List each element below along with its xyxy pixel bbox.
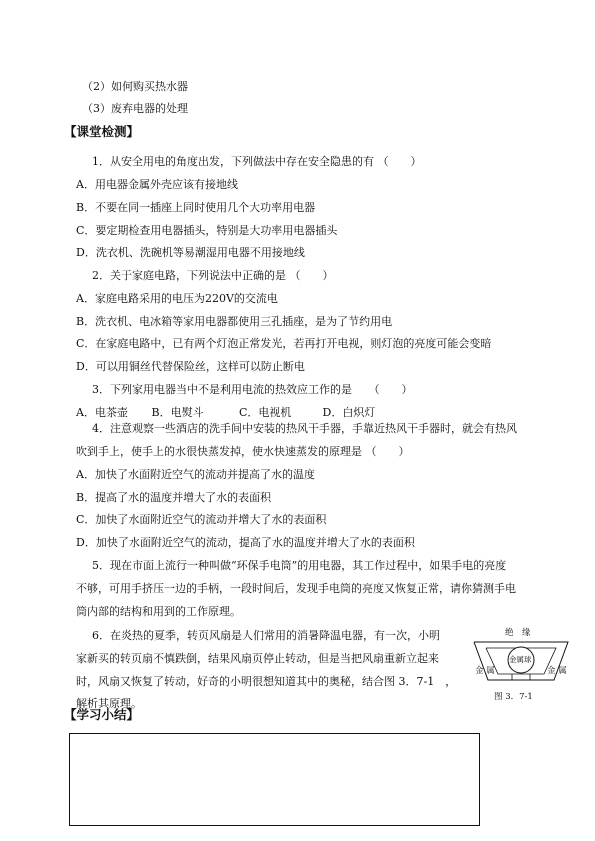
q5-line-3: 筒内部的结构和用到的工作原理。 [76,605,241,618]
q1-option-c: C．要定期检查用电器插头，特别是大功率用电器插头 [76,224,338,237]
q4-option-b: B．提高了水的温度并增大了水的表面积 [76,491,272,504]
q3-options [76,406,375,420]
intro-item-3: （3）废弃电器的处理 [82,102,188,115]
q4-option-c: C．加快了水面附近空气的流动并增大了水的表面积 [76,513,327,526]
q4-stem-line-2: 吹到手上，使手上的水很快蒸发掉，使水快速蒸发的原理是 （ ） [76,445,410,458]
figure-caption: 图 3．7-1 [494,692,533,702]
q6-line-1: 6．在炎热的夏季，转页风扇是人们常用的消暑降温电器，有一次，小明 [92,629,440,642]
q2-option-c: C．在家庭电路中，已有两个灯泡正常发光，若再打开电视，则灯泡的亮度可能会变暗 [76,337,492,350]
q5-line-1: 5．现在市面上流行一种叫做“环保手电筒”的用电器，其工作过程中，如果手电的亮度 [92,559,507,572]
q2-option-a: A．家庭电路采用的电压为220V的交流电 [76,292,278,305]
q3-stem: 3．下列家用电器当中不是利用电流的热效应工作的是 （ ） [92,383,413,396]
q2-option-b: B．洗衣机、电冰箱等家用电器都使用三孔插座，是为了节约用电 [76,315,393,328]
figure-label-metal-right: 金 属 [547,666,567,676]
summary-answer-box [69,733,480,826]
q2-stem: 2．关于家庭电路，下列说法中正确的是 （ ） [92,269,334,282]
q2-option-d: D．可以用铜丝代替保险丝，这样可以防止断电 [76,360,305,373]
figure-label-metal-ball: 金属球 [509,655,532,664]
figure-tilt-switch [472,620,576,710]
q4-option-d: D．加快了水面附近空气的流动，提高了水的温度并增大了水的表面积 [76,536,415,549]
q1-stem: 1．从安全用电的角度出发，下列做法中存在安全隐患的有 （ ） [92,155,422,168]
figure-label-insulation: 绝 缘 [505,628,531,638]
q6-line-3: 时，风扇又恢复了转动，好奇的小明很想知道其中的奥秘，结合图 3．7-1 ， [76,675,457,688]
q1-option-b: B．不要在同一插座上同时使用几个大功率用电器 [76,201,316,214]
q6-line-2: 家新买的转页扇不慎跌倒，结果风扇页停止转动，但是当把风扇重新立起来 [76,652,439,665]
q1-option-a: A．用电器金属外壳应该有接地线 [76,178,238,191]
q3-option-d: D．白炽灯 [322,406,376,419]
section-heading-summary: 【学习小结】 [64,707,140,722]
q3-option-a: A．电茶壶 [76,406,128,419]
q1-option-d: D．洗衣机、洗碗机等易潮湿用电器不用接地线 [76,246,305,259]
section-heading-check: 【课堂检测】 [64,124,140,139]
q6-line-4: 解析其原理。 [76,697,142,710]
q4-option-a: A．加快了水面附近空气的流动并提高了水的温度 [76,468,315,481]
q3-option-c: C．电视机 [239,406,292,419]
q5-line-2: 不够，可用手挤压一边的手柄，一段时间后，发现手电筒的亮度又恢复正常，请你猜测手电 [76,582,516,595]
q4-stem-line-1: 4．注意观察一些酒店的洗手间中安装的热风干手器，手靠近热风干手器时，就会有热风 [92,422,517,435]
q3-option-b: B．电熨斗 [151,406,204,419]
intro-item-2: （2）如何购买热水器 [82,80,188,93]
figure-label-metal-left: 金 属 [475,666,495,676]
